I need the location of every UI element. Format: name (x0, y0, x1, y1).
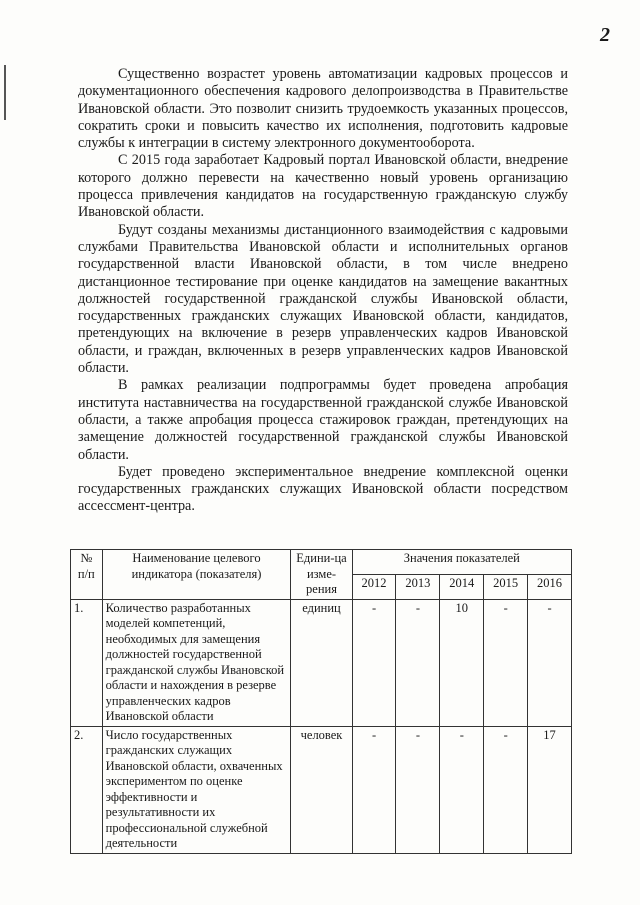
indicators-table (70, 549, 572, 854)
row-value: 10 (440, 599, 484, 726)
row-value: - (352, 599, 396, 726)
paragraph: С 2015 года заработает Кадровый портал Ивановской области, внедрение которого должно перевести на качественно новый уровень организацию процесса привлечения кандидатов на государственную гражданскую службу Ивановской области. (78, 152, 568, 221)
row-unit: человек (291, 726, 352, 853)
row-unit: единиц (291, 599, 352, 726)
row-value: - (352, 726, 396, 853)
header-name: Наименование целевого индикатора (показателя) (102, 550, 291, 600)
paragraph: Существенно возрастет уровень автоматизации кадровых процессов и документационного обеспечения кадрового делопроизводства в Правительстве Ивановской области. Это позволит снизить трудоемкость указанных процессов, сократить сроки и повысить качество их исполнения, подготовить кадровые службы к интеграции в систему электронного документооборота. (78, 66, 568, 152)
row-name: Число государственных гражданских служащих Ивановской области, охваченных экспериментом по оценке эффективности и результативности их профессиональной служебной деятельности (102, 726, 291, 853)
row-value: - (484, 599, 528, 726)
margin-line (4, 65, 6, 120)
header-num: № п/п (71, 550, 103, 600)
header-year: 2016 (528, 574, 572, 599)
row-name: Количество разработанных моделей компетенций, необходимых для замещения должностей государственной гражданской службы Ивановской области и нахождения в резерве управленческих кадров Ивановской области (102, 599, 291, 726)
table-header-row (71, 550, 572, 575)
header-unit: Едини-ца изме-рения (291, 550, 352, 600)
table-row (71, 599, 572, 726)
header-year: 2012 (352, 574, 396, 599)
header-year: 2013 (396, 574, 440, 599)
row-value: 17 (528, 726, 572, 853)
row-value: - (440, 726, 484, 853)
paragraph: В рамках реализации подпрограммы будет проведена апробация института наставничества на государственной гражданской службе Ивановской области, а также апробация процесса стажировок граждан, претендующих на замещение должностей государственной гражданской службы Ивановской области. (78, 377, 568, 463)
row-value: - (396, 599, 440, 726)
header-year: 2014 (440, 574, 484, 599)
row-value: - (528, 599, 572, 726)
row-value: - (396, 726, 440, 853)
row-num: 2. (71, 726, 103, 853)
row-num: 1. (71, 599, 103, 726)
row-value: - (484, 726, 528, 853)
header-year: 2015 (484, 574, 528, 599)
table-row (71, 726, 572, 853)
paragraph: Будет проведено экспериментальное внедрение комплексной оценки государственных гражданских служащих Ивановской области посредством ассессмент-центра. (78, 463, 568, 515)
header-values-group: Значения показателей (352, 550, 571, 575)
paragraph: Будут созданы механизмы дистанционного взаимодействия с кадровыми службами Правительства Ивановской области и исполнительных органов государственной власти Ивановской области, в том числе внедрено дистанционное тестирование при оценке кандидатов на замещение вакантных должностей государственной гражданской службы Ивановской области, государственных гражданских служащих Ивановской области, кандидатов, претендующих на включение в резерв управленческих кадров Ивановской области, и граждан, включенных в резерв управленческих кадров Ивановской области. (78, 221, 568, 377)
page-number: 2 (600, 24, 610, 46)
body-text (78, 66, 568, 516)
